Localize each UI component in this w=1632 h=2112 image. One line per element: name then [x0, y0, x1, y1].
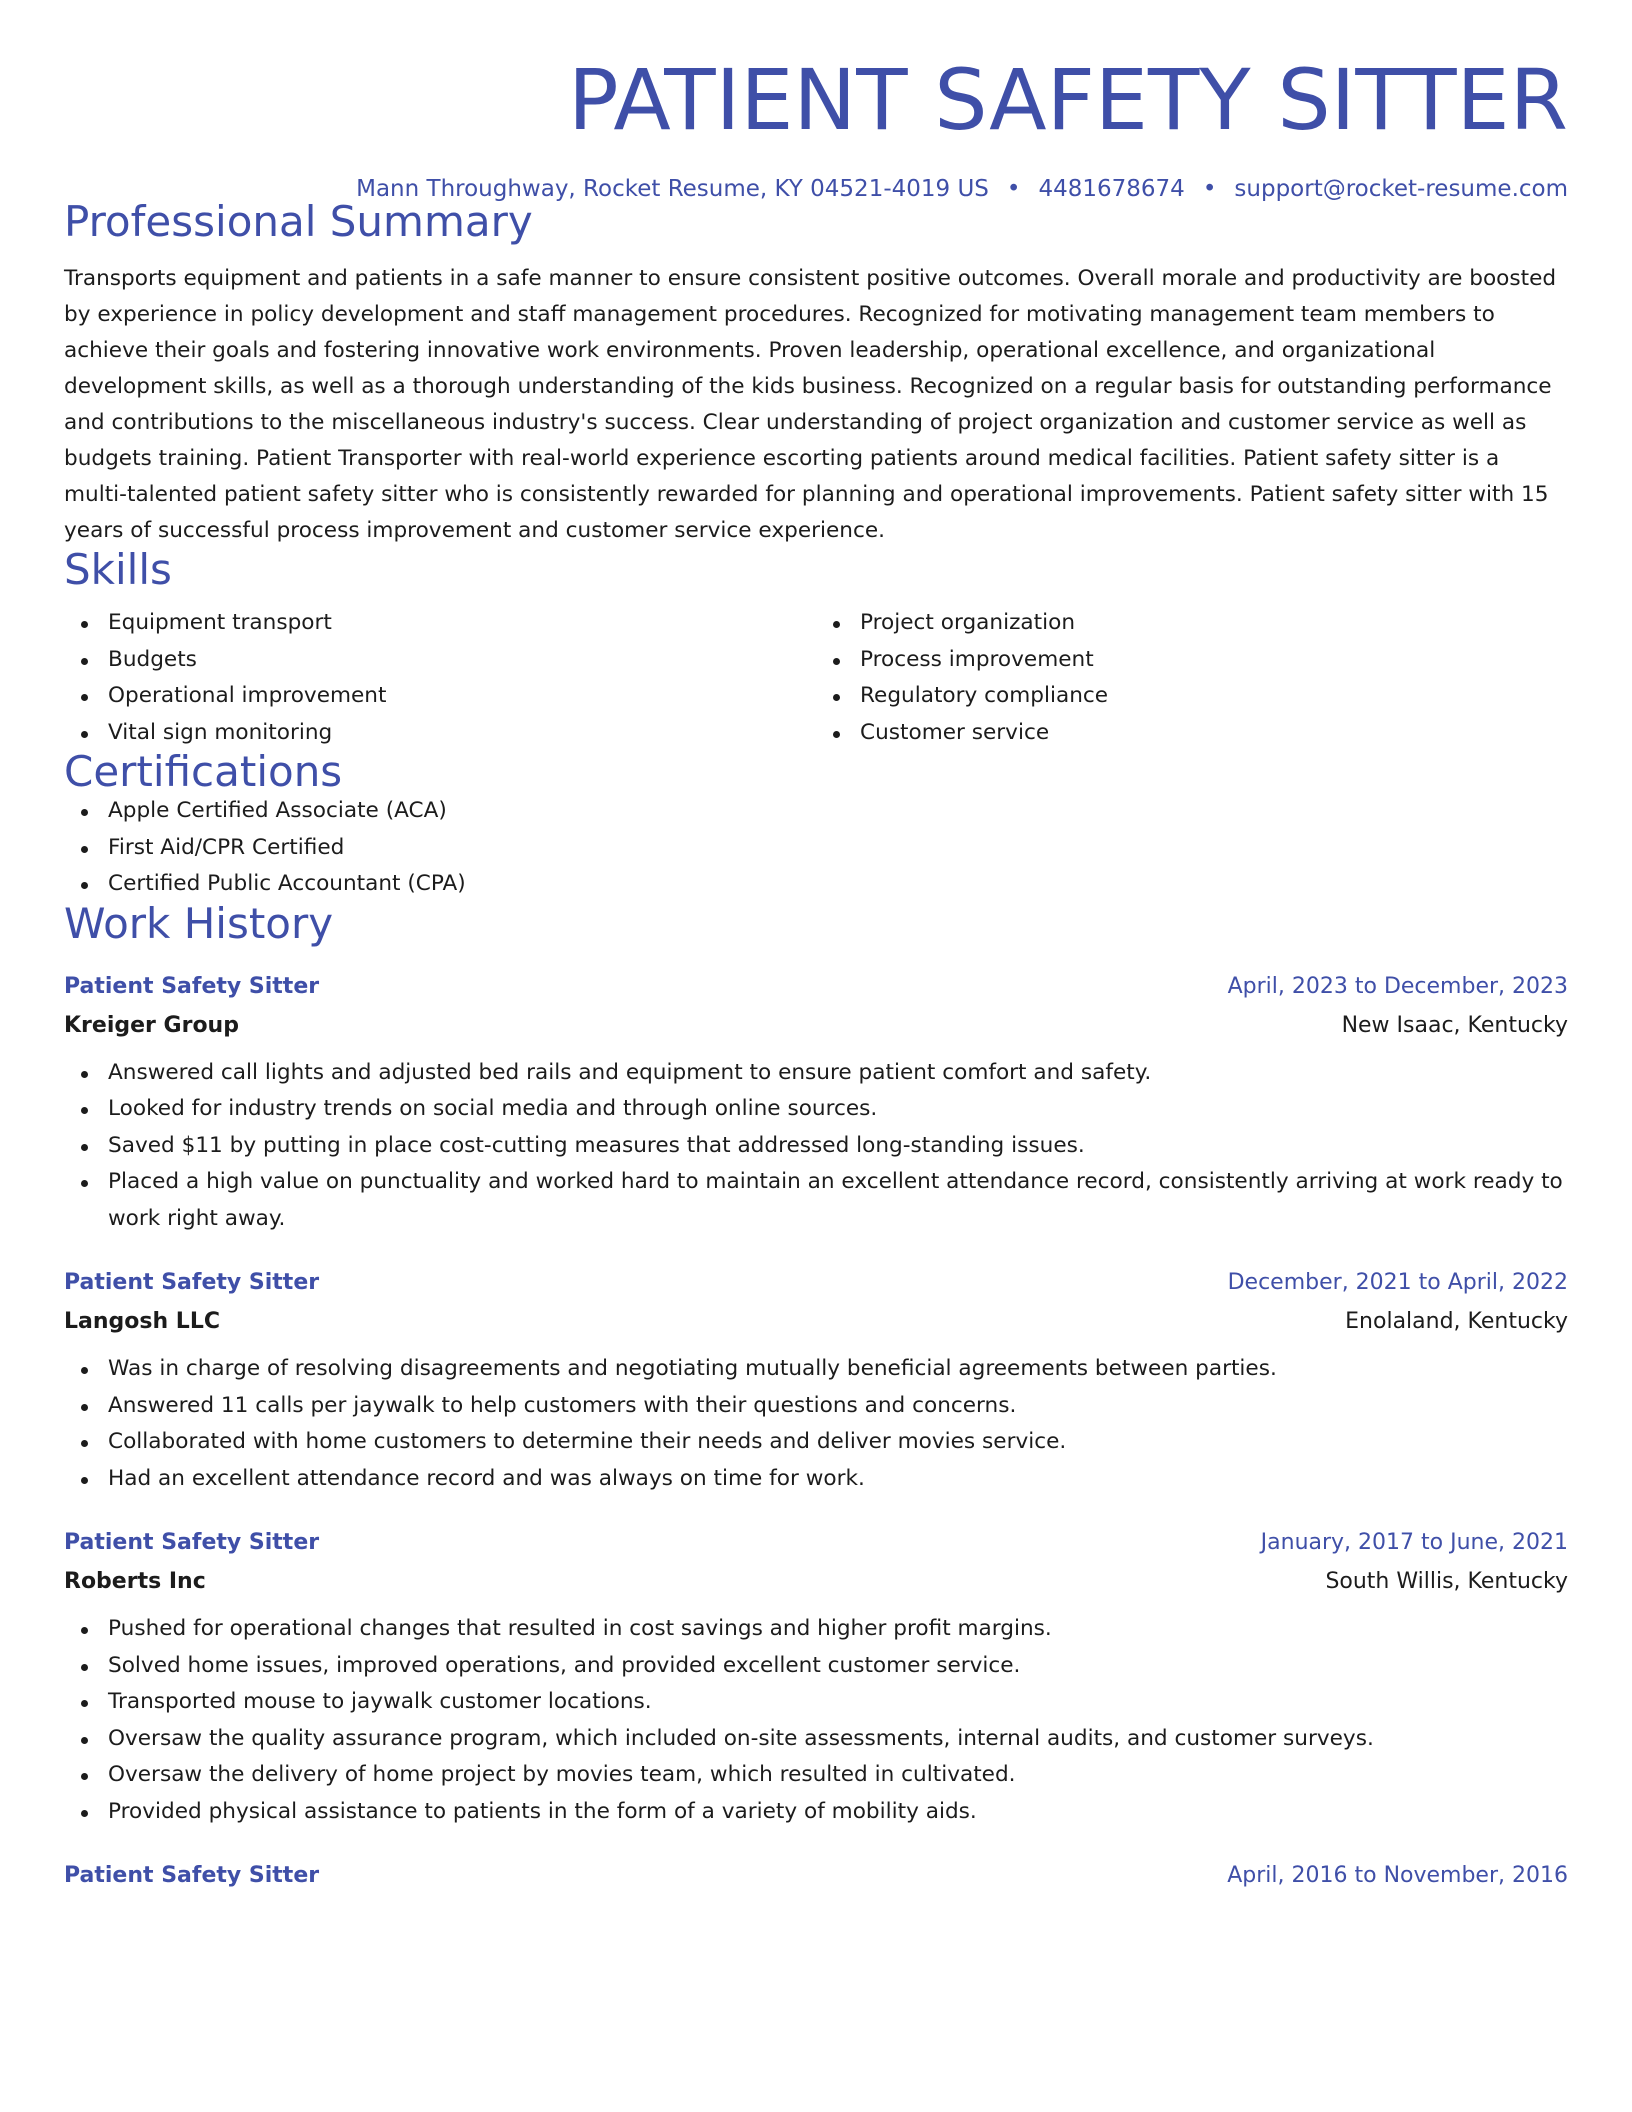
- phone: 4481678674: [1038, 176, 1185, 202]
- resume-name: PATIENT SAFETY SITTER: [568, 51, 1568, 149]
- job-bullets: [64, 1351, 1568, 1497]
- job-dates: December, 2021 to April, 2022: [1227, 1270, 1568, 1295]
- job-title: Patient Safety Sitter: [64, 1863, 320, 1888]
- job-bullets: [64, 1055, 1568, 1238]
- job-company: Kreiger Group: [64, 1012, 239, 1038]
- job-title: Patient Safety Sitter: [64, 973, 320, 999]
- section-title-work-history: Work History: [64, 898, 334, 948]
- separator: •: [1202, 176, 1217, 202]
- job-location: New Isaac, Kentucky: [1341, 1012, 1568, 1038]
- job-bullet: Oversaw the delivery of home project by movies team, which resulted in cultivated.: [108, 1757, 1568, 1794]
- certification-item: First Aid/CPR Certified: [108, 830, 1568, 867]
- job-location: Enolaland, Kentucky: [1345, 1309, 1568, 1334]
- skill-item: Vital sign monitoring: [108, 715, 816, 752]
- job-dates: April, 2016 to November, 2016: [1227, 1863, 1568, 1888]
- job-bullet: Looked for industry trends on social media and through online sources.: [108, 1091, 1568, 1128]
- job-title: Patient Safety Sitter: [64, 1270, 320, 1295]
- job-company: Roberts Inc: [64, 1569, 206, 1594]
- job-entry: [64, 967, 1568, 1238]
- job-bullets: [64, 1611, 1568, 1830]
- certifications-list: [64, 793, 1568, 903]
- job-bullet: Answered call lights and adjusted bed rails and equipment to ensure patient comfort and safety.: [108, 1055, 1568, 1092]
- job-dates: April, 2023 to December, 2023: [1227, 973, 1568, 999]
- job-bullet: Answered 11 calls per jaywalk to help customers with their questions and concerns.: [108, 1388, 1568, 1425]
- skill-item: Process improvement: [860, 642, 1568, 679]
- skill-item: Equipment transport: [108, 605, 816, 642]
- skills-list-right: [816, 605, 1568, 751]
- job-bullet: Oversaw the quality assurance program, which included on-site assessments, internal audits, and customer surveys.: [108, 1721, 1568, 1758]
- separator: •: [1006, 176, 1021, 202]
- job-entry: [64, 1856, 1568, 1896]
- job-bullet: Saved $11 by putting in place cost-cutting measures that addressed long-standing issues.: [108, 1128, 1568, 1165]
- skill-item: Budgets: [108, 642, 816, 679]
- job-bullet: Placed a high value on punctuality and worked hard to maintain an excellent attendance record, consistently arriving at work ready to work right away.: [108, 1164, 1568, 1237]
- job-dates: January, 2017 to June, 2021: [1260, 1530, 1568, 1555]
- skills-columns: [64, 605, 1568, 751]
- summary-text: Transports equipment and patients in a safe manner to ensure consistent positive outcomes. Overall morale and productivity are boosted by experience in policy development and staff management procedures. Recognized for motivating management team members to achieve their goals and fostering innovative work environments. Proven leadership, operational excellence, and organizational development skills, as well as a thorough understanding of the kids business. Recognized on a regular basis for outstanding performance and contributions to the miscellaneous industry's success. Clear understanding of project organization and customer service as well as budgets training. Patient Transporter with real-world experience escorting patients around medical facilities. Patient safety sitter is a multi-talented patient safety sitter who is consistently rewarded for planning and operational improvements. Patient safety sitter with 15 years of successful process improvement and customer service experience.: [64, 266, 1557, 543]
- job-bullet: Was in charge of resolving disagreements and negotiating mutually beneficial agreements between parties.: [108, 1351, 1568, 1388]
- job-bullet: Collaborated with home customers to determine their needs and deliver movies service.: [108, 1424, 1568, 1461]
- job-entry: [64, 1523, 1568, 1830]
- email-link[interactable]: support@rocket-resume.com: [1234, 176, 1568, 202]
- section-title-skills: Skills: [64, 545, 172, 594]
- skill-item: Project organization: [860, 605, 1568, 642]
- certification-item: Certified Public Accountant (CPA): [108, 866, 1568, 903]
- job-company: Langosh LLC: [64, 1309, 220, 1334]
- job-bullet: Solved home issues, improved operations, and provided excellent customer service.: [108, 1648, 1568, 1685]
- section-title-certifications: Certifications: [64, 747, 343, 796]
- resume-page: [64, 0, 1568, 1896]
- job-location: South Willis, Kentucky: [1325, 1569, 1568, 1594]
- skill-item: Operational improvement: [108, 678, 816, 715]
- skill-item: Regulatory compliance: [860, 678, 1568, 715]
- job-bullet: Transported mouse to jaywalk customer locations.: [108, 1684, 1568, 1721]
- skills-list-left: [64, 605, 816, 751]
- job-bullet: Pushed for operational changes that resulted in cost savings and higher profit margins.: [108, 1611, 1568, 1648]
- jobs-list: [64, 967, 1568, 1897]
- job-title: Patient Safety Sitter: [64, 1530, 320, 1555]
- job-entry: [64, 1263, 1568, 1497]
- job-bullet: Had an excellent attendance record and was always on time for work.: [108, 1461, 1568, 1498]
- certification-item: Apple Certified Associate (ACA): [108, 793, 1568, 830]
- job-bullet: Provided physical assistance to patients in the form of a variety of mobility aids.: [108, 1794, 1568, 1831]
- address: Mann Throughway, Rocket Resume, KY 04521-4019 US: [356, 176, 989, 202]
- section-title-summary: Professional Summary: [64, 197, 533, 246]
- skill-item: Customer service: [860, 715, 1568, 752]
